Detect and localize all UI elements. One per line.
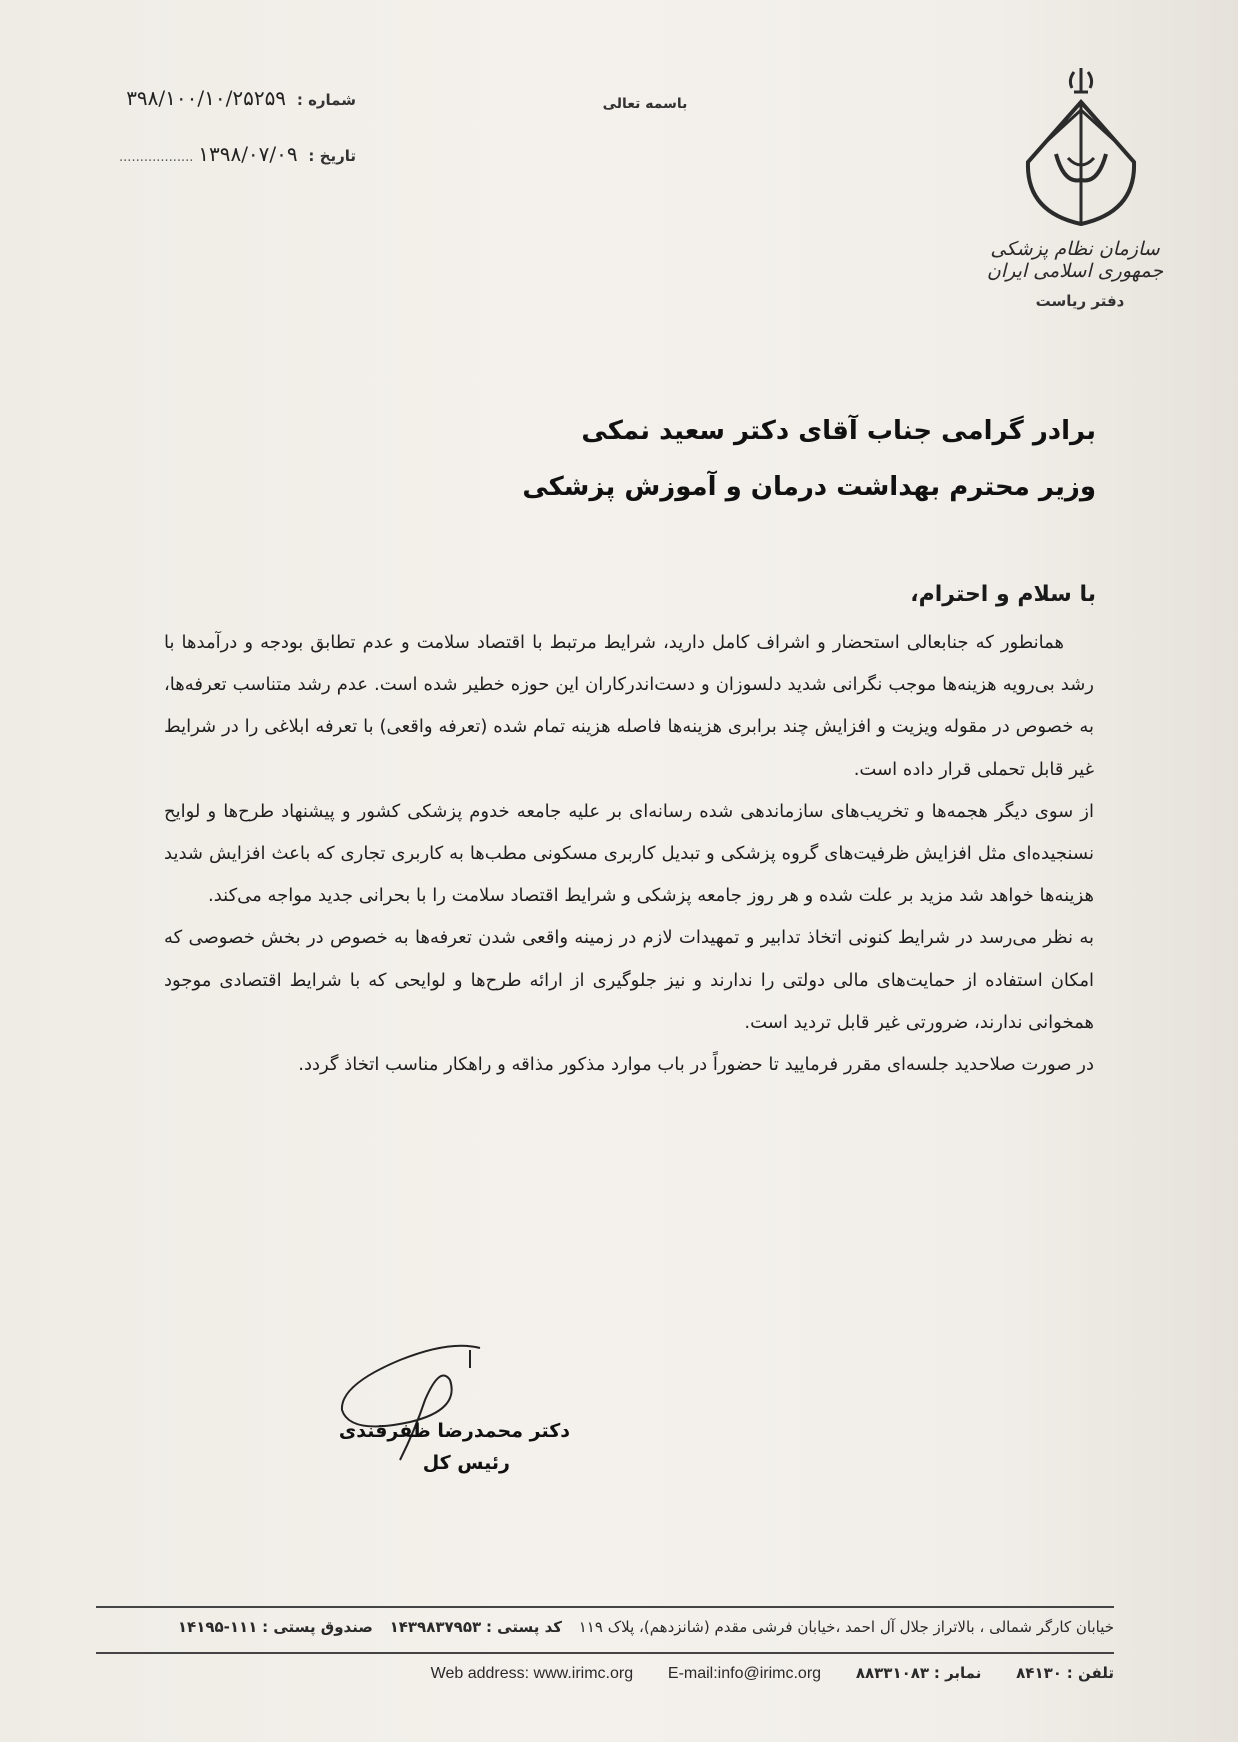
letter-body xyxy=(164,622,1094,1086)
irimc-logo-icon xyxy=(1016,62,1146,232)
addressee-line-2: وزیر محترم بهداشت درمان و آموزش پزشکی xyxy=(522,472,1096,502)
addressee-line-1: برادر گرامی جناب آقای دکتر سعید نمکی xyxy=(581,416,1096,446)
signer-name: دکتر محمدرضا ظفرقندی xyxy=(338,1420,570,1442)
footer-fax: نمابر : ۸۸۳۳۱۰۸۳ xyxy=(855,1664,982,1682)
office-name: دفتر ریاست xyxy=(1035,292,1125,310)
footer-pobox: صندوق پستی : ۱۱۱-۱۴۱۹۵ xyxy=(177,1618,373,1636)
footer-email-link[interactable]: E-mail:info@irimc.org xyxy=(667,1665,822,1682)
body-paragraph: همانطور که جنابعالی استحضار و اشراف کامل دارید، شرایط مرتبط با اقتصاد سلامت و عدم تطابق بودجه و درآمدها با رشد بی‌رویه هزینه‌ها موجب نگرانی شدید دلسوزان و دست‌اندرکاران این حوزه خطیر شده است. عدم رشد متناسب تعرفه‌ها، به خصوص در مقوله ویزیت و افزایش چند برابری هزینه‌ها فاصله هزینه تمام شده (تعرفه واقعی) با تعرفه ابلاغی را در شرایط غیر قابل تحملی قرار داده است. xyxy=(164,632,1094,780)
footer-postal: کد پستی : ۱۴۳۹۸۳۷۹۵۳ xyxy=(389,1618,562,1636)
footer-phone: تلفن : ۸۴۱۳۰ xyxy=(1016,1664,1114,1682)
organization-name: سازمان نظام پزشکی جمهوری اسلامی ایران xyxy=(986,238,1164,282)
signer-title: رئیس کل xyxy=(422,1452,510,1474)
footer-address: خیابان کارگر شمالی ، بالاتراز جلال آل احمد ،خیابان فرشی مقدم (شانزدهم)، پلاک ۱۱۹ xyxy=(578,1618,1114,1636)
handwritten-signature xyxy=(330,1340,490,1470)
letter-number-value: ۳۹۸/۱۰۰/۱۰/۲۵۲۵۹ xyxy=(126,86,287,110)
footer-contact-line xyxy=(96,1664,1114,1683)
body-paragraph: در صورت صلاحدید جلسه‌ای مقرر فرمایید تا حضوراً در باب موارد مذکور مذاقه و راهکار مناسب اتخاذ گردد. xyxy=(298,1054,1094,1076)
basmala: باسمه تعالی xyxy=(602,96,688,112)
body-paragraph: به نظر می‌رسد در شرایط کنونی اتخاذ تدابیر و تمهیدات لازم در زمینه واقعی شدن تعرفه‌ها به خصوص در بخش خصوصی که امکان استفاده از حمایت‌های مالی دولتی را ندارند و نیز جلوگیری از ارائه طرح‌ها و لوایحی که با شرایط اقتصادی موجود همخوانی ندارند، ضرورتی غیر قابل تردید است. xyxy=(164,927,1094,1033)
footer-divider xyxy=(96,1652,1114,1654)
letter-date-value: ۱۳۹۸/۰۷/۰۹ xyxy=(198,142,298,166)
body-paragraph: از سوی دیگر هجمه‌ها و تخریب‌های سازماندهی شده رسانه‌ای بر علیه جامعه خدوم پزشکی کشور و پیشنهاد طرح‌ها و لوایح نسنجیده‌ای مثل افزایش ظرفیت‌های گروه پزشکی و تبدیل کاربری مسکونی مطب‌ها به کاربری تجاری که باعث افزایش شدید هزینه‌ها خواهد شد مزید بر علت شده و هر روز جامعه پزشکی و شرایط اقتصاد سلامت را با بحرانی جدید مواجه می‌کند. xyxy=(164,800,1094,907)
footer-address-line xyxy=(96,1618,1114,1636)
letter-number-label: شماره : xyxy=(296,91,356,109)
greeting: با سلام و احترام، xyxy=(910,582,1096,607)
footer-divider xyxy=(96,1606,1114,1608)
letter-date-label: تاریخ : xyxy=(308,147,356,165)
footer-web-link[interactable]: Web address: www.irimc.org xyxy=(430,1665,634,1682)
iran-emblem-icon xyxy=(1070,68,1091,92)
letter-date: تاریخ : ۱۳۹۸/۰۷/۰۹ .................. xyxy=(119,142,356,166)
letter-number xyxy=(120,86,356,110)
